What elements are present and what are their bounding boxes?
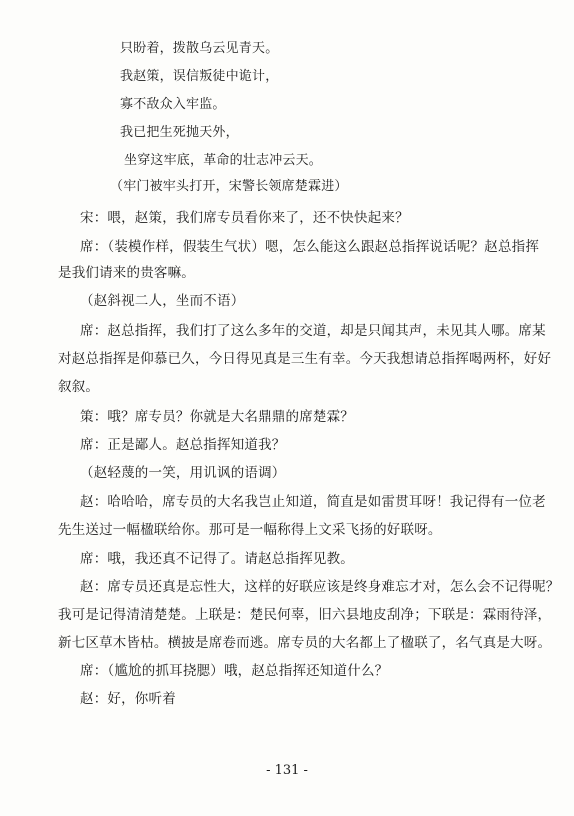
dialogue-line: 对赵总指挥是仰慕已久，今日得见真是三生有幸。今天我想请总指挥喝两杯，好好 bbox=[58, 351, 552, 367]
dialogue-line: 叙叙。 bbox=[58, 379, 100, 395]
dialogue-line: 宋：喂，赵策，我们席专员看你来了，还不快快起来？ bbox=[80, 210, 409, 226]
dialogue-line: 赵：哈哈哈，席专员的大名我岂止知道，简直是如雷贯耳呀！我记得有一位老 bbox=[80, 494, 546, 510]
dialogue-line: 席：哦，我还真不记得了。请赵总指挥见教。 bbox=[80, 551, 354, 567]
dialogue-line: 先生送过一幅楹联给你。那可是一幅称得上文采飞扬的好联呀。 bbox=[58, 522, 442, 538]
dialogue-line: 我可是记得清清楚楚。上联是：楚民何辜，旧六县地皮刮净；下联是：霖雨待泽， bbox=[58, 607, 552, 623]
stage-direction: （牢门被牢头打开，宋警长领席楚霖进） bbox=[110, 179, 348, 194]
text-line: 寡不敌众入牢监。 bbox=[120, 97, 226, 112]
text-line: 我赵策，误信叛徒中诡计， bbox=[120, 69, 279, 84]
stage-direction: （赵斜视二人，坐而不语） bbox=[80, 293, 245, 309]
stage-direction: （赵轻蔑的一笑，用讥讽的语调） bbox=[80, 465, 286, 481]
dialogue-line: 席：（尴尬的抓耳挠腮）哦，赵总指挥还知道什么？ bbox=[80, 663, 389, 679]
dialogue-line: 赵：席专员还真是忘性大，这样的好联应该是终身难忘才对，怎么会不记得呢？ bbox=[80, 579, 560, 595]
dialogue-line: 席：（装模作样，假装生气状）嗯，怎么能这么跟赵总指挥说话呢？赵总指挥 bbox=[80, 239, 540, 255]
dialogue-line: 席：赵总指挥，我们打了这么多年的交道，却是只闻其声，未见其人哪。席某 bbox=[80, 323, 546, 339]
page-number: - 131 - bbox=[266, 763, 308, 778]
dialogue-line: 赵：好，你听着 bbox=[80, 691, 176, 707]
dialogue-line: 新七区草木皆枯。横披是席卷而逃。席专员的大名都上了楹联了，名气真是大呀。 bbox=[58, 635, 552, 651]
text-line: 只盼着，拨散乌云见青天。 bbox=[120, 41, 279, 56]
dialogue-line: 策：哦？席专员？你就是大名鼎鼎的席楚霖？ bbox=[80, 409, 354, 425]
dialogue-line: 席：正是鄙人。赵总指挥知道我？ bbox=[80, 437, 286, 453]
dialogue-line: 是我们请来的贵客嘛。 bbox=[58, 265, 195, 281]
text-line: 我已把生死抛天外， bbox=[120, 125, 239, 140]
text-line: 坐穿这牢底，革命的壮志冲云天。 bbox=[124, 153, 323, 168]
